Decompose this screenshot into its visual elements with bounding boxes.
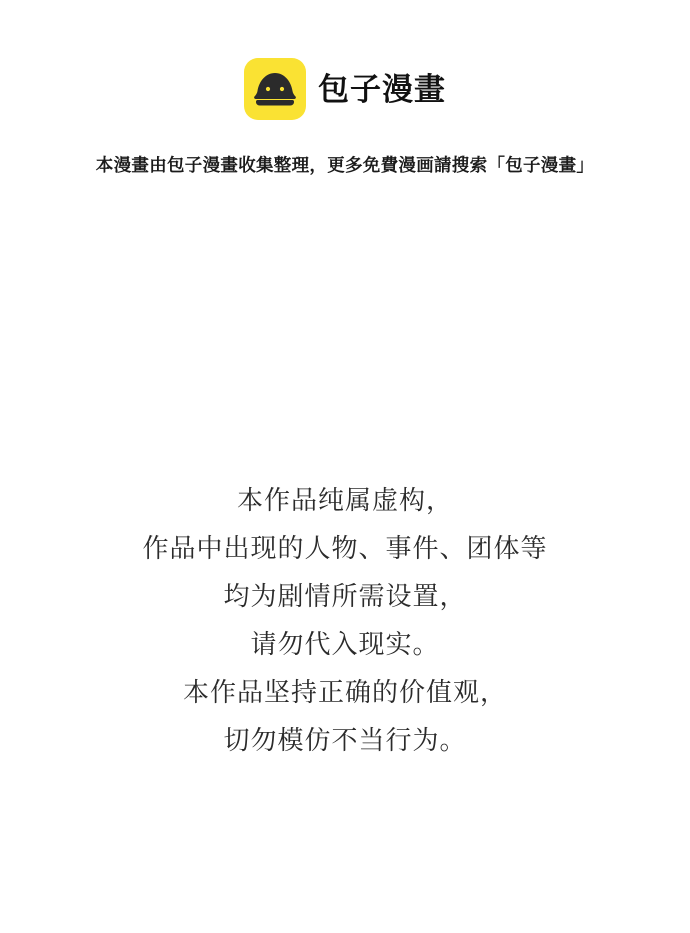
- disclaimer-block: [0, 476, 690, 764]
- disclaimer-line: 本作品坚持正确的价值观，: [182, 677, 507, 707]
- disclaimer-line: 切勿模仿不当行为。: [223, 725, 467, 755]
- baozi-bun-icon: [244, 58, 306, 120]
- brand-header: [244, 58, 446, 120]
- disclaimer-line: 本作品纯属虚构，: [236, 485, 453, 515]
- source-notice: 本漫畫由包子漫畫收集整理，更多免費漫画請搜索「包子漫畫」: [95, 155, 595, 175]
- disclaimer-line: 请勿代入现实。: [250, 629, 440, 659]
- brand-name: 包子漫畫: [318, 71, 446, 107]
- disclaimer-line: 均为剧情所需设置，: [223, 581, 467, 611]
- disclaimer-line: 作品中出现的人物、事件、团体等: [142, 533, 548, 563]
